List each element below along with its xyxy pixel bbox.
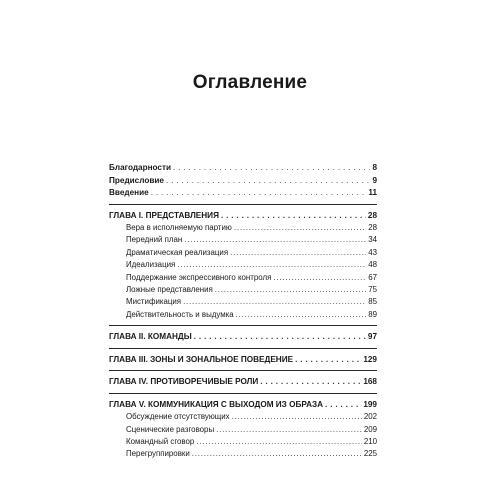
toc-section[interactable] — [109, 259, 377, 271]
dot-leader — [230, 247, 366, 259]
toc-chapter-label: ГЛАВА I. ПРЕДСТАВЛЕНИЯ — [109, 210, 219, 220]
dot-leader — [151, 187, 367, 200]
toc-section-label: Передний план — [126, 235, 183, 245]
toc-section[interactable] — [109, 234, 377, 246]
toc-section[interactable] — [109, 309, 377, 321]
chapter-4 — [109, 376, 377, 389]
toc-section-page: 225 — [363, 449, 377, 459]
chapter-3 — [109, 354, 377, 367]
dot-leader — [177, 259, 366, 271]
toc-chapter-label: ГЛАВА IV. ПРОТИВОРЕЧИВЫЕ РОЛИ — [109, 377, 259, 387]
toc-section-label: Перегруппировки — [126, 449, 190, 459]
divider — [109, 370, 377, 371]
dot-leader — [184, 234, 366, 246]
dot-leader — [192, 448, 362, 460]
toc-chapter-1[interactable] — [109, 210, 377, 223]
dot-leader — [221, 210, 366, 223]
divider — [109, 348, 377, 349]
toc-chapter-page: 168 — [363, 377, 377, 387]
toc-section-page: 48 — [368, 260, 377, 270]
toc-section-page: 209 — [363, 424, 377, 434]
toc-entry-page: 9 — [372, 175, 377, 185]
toc-section[interactable] — [109, 222, 377, 234]
dot-leader — [216, 424, 362, 436]
dot-leader — [273, 272, 366, 284]
toc-section-label: Идеализация — [126, 260, 176, 270]
toc-section-label: Командный сговор — [126, 437, 195, 447]
toc-chapter-page: 97 — [367, 332, 377, 342]
front-matter — [109, 162, 377, 200]
chapter-5 — [109, 399, 377, 461]
toc-chapter-5[interactable] — [109, 399, 377, 412]
toc-chapter-page: 129 — [363, 354, 377, 364]
dot-leader — [215, 284, 366, 296]
divider — [109, 393, 377, 394]
toc-chapter-label: ГЛАВА V. КОММУНИКАЦИЯ С ВЫХОДОМ ИЗ ОБРАЗА — [109, 399, 324, 409]
page-title: Оглавление — [192, 72, 308, 93]
toc-section-label: Мистификация — [126, 297, 182, 307]
toc-section-page: 210 — [363, 437, 377, 447]
toc-section-label: Обсуждение отсутствующих — [126, 412, 230, 422]
toc-section[interactable] — [109, 411, 377, 423]
toc-section[interactable] — [109, 448, 377, 460]
divider — [109, 204, 377, 205]
dot-leader — [295, 354, 361, 367]
toc-section-label: Сценические разговоры — [126, 424, 215, 434]
table-of-contents — [109, 162, 377, 461]
toc-entry-preface[interactable] — [109, 175, 377, 188]
toc-section-page: 75 — [368, 285, 377, 295]
toc-section-page: 85 — [368, 297, 377, 307]
toc-entry-page: 11 — [368, 188, 377, 197]
toc-chapter-page: 28 — [367, 210, 377, 220]
toc-section[interactable] — [109, 424, 377, 436]
toc-section-label: Поддержание экспрессивного контроля — [126, 272, 272, 282]
toc-entry-page: 8 — [372, 163, 377, 172]
toc-section-page: 28 — [368, 223, 377, 232]
toc-entry-label: Введение — [109, 188, 149, 197]
toc-section-page: 89 — [368, 309, 377, 319]
toc-section[interactable] — [109, 247, 377, 259]
dot-leader — [196, 436, 362, 448]
toc-section-page: 67 — [368, 272, 377, 282]
toc-section-page: 202 — [363, 412, 377, 422]
toc-section[interactable] — [109, 296, 377, 308]
toc-section[interactable] — [109, 284, 377, 296]
toc-entry-acknowledgments[interactable] — [109, 162, 377, 175]
dot-leader — [166, 175, 370, 188]
chapter-2 — [109, 331, 377, 344]
toc-chapter-label: ГЛАВА III. ЗОНЫ И ЗОНАЛЬНОЕ ПОВЕДЕНИЕ — [109, 354, 294, 364]
divider — [109, 325, 377, 326]
dot-leader — [194, 331, 366, 344]
toc-chapter-page: 199 — [363, 399, 377, 409]
toc-section-page: 43 — [368, 247, 377, 257]
toc-section[interactable] — [109, 436, 377, 448]
dot-leader — [232, 411, 362, 423]
dot-leader — [260, 376, 361, 389]
toc-entry-label: Предисловие — [109, 175, 164, 185]
toc-section-label: Драматическая реализация — [126, 247, 229, 257]
toc-entry-introduction[interactable] — [109, 187, 377, 200]
toc-chapter-label: ГЛАВА II. КОМАНДЫ — [109, 332, 192, 342]
dot-leader — [183, 296, 366, 308]
toc-section-page: 34 — [368, 235, 377, 245]
toc-entry-label: Благодарности — [109, 163, 172, 172]
dot-leader — [236, 309, 367, 321]
toc-section-label: Вера в исполняемую партию — [126, 223, 232, 232]
toc-chapter-3[interactable] — [109, 354, 377, 367]
chapter-1 — [109, 210, 377, 322]
dot-leader — [325, 399, 361, 412]
toc-section-label: Ложные представления — [126, 285, 213, 295]
toc-section[interactable] — [109, 272, 377, 284]
toc-chapter-2[interactable] — [109, 331, 377, 344]
toc-chapter-4[interactable] — [109, 376, 377, 389]
toc-section-label: Действительность и выдумка — [126, 309, 234, 319]
dot-leader — [234, 222, 366, 234]
dot-leader — [173, 162, 370, 175]
